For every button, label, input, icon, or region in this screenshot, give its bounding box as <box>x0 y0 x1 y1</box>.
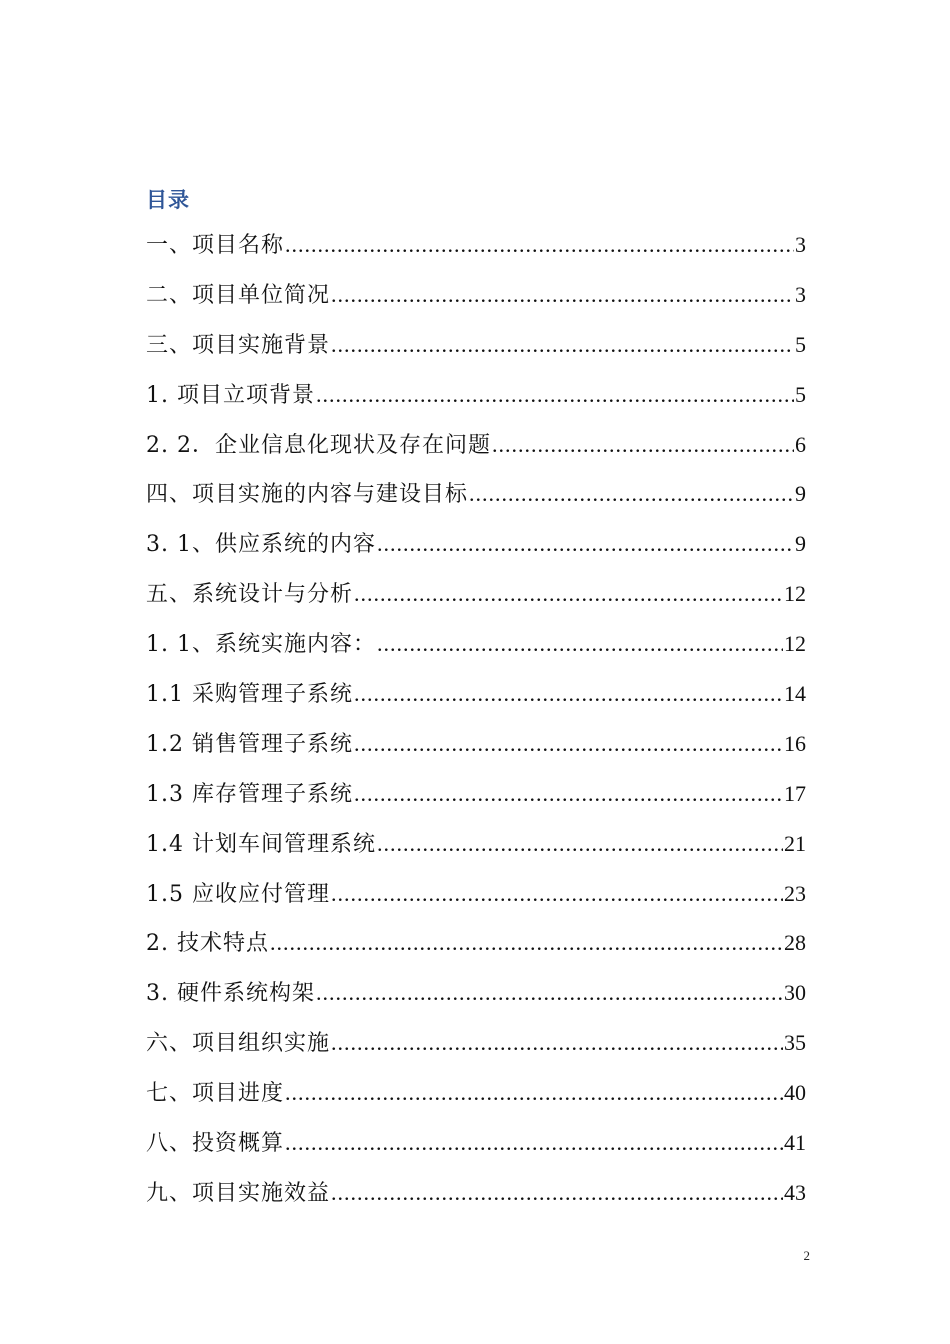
toc-leader-dots <box>377 819 783 869</box>
toc-entry-page: 23 <box>784 880 806 906</box>
toc-entry-page: 35 <box>784 1030 806 1056</box>
toc-entry[interactable] <box>146 1168 806 1218</box>
toc-entry-page: 6 <box>795 431 806 457</box>
toc-entry-page: 17 <box>784 780 806 806</box>
toc-entry-page: 41 <box>784 1130 806 1156</box>
toc-entry[interactable] <box>146 220 806 270</box>
toc-entry-label: 1. 项目立项背景 <box>146 382 315 408</box>
toc-entry[interactable] <box>146 320 806 370</box>
toc-entry[interactable] <box>146 569 806 619</box>
toc-entry[interactable] <box>146 669 806 719</box>
toc-entry[interactable] <box>146 420 806 470</box>
toc-entry-label: 二、项目单位简况 <box>146 282 331 308</box>
toc-leader-dots <box>331 320 794 370</box>
toc-entry-page: 5 <box>795 381 806 407</box>
toc-entry-page: 12 <box>784 581 806 607</box>
toc-leader-dots <box>285 1068 783 1118</box>
toc-leader-dots <box>316 968 783 1018</box>
toc-leader-dots <box>331 869 783 919</box>
toc-leader-dots <box>377 519 794 569</box>
toc-entry-label: 2. 技术特点 <box>146 931 269 957</box>
toc-entry[interactable] <box>146 370 806 420</box>
toc-leader-dots <box>285 1118 783 1168</box>
toc-leader-dots <box>354 569 783 619</box>
toc-entry-label: 3. 1、供应系统的内容 <box>146 532 376 558</box>
toc-entry-label: 2. 2．企业信息化现状及存在问题 <box>146 432 491 458</box>
toc-entry-page: 30 <box>784 980 806 1006</box>
toc-leader-dots <box>316 370 794 420</box>
toc-leader-dots <box>285 220 794 270</box>
toc-entry-page: 40 <box>784 1080 806 1106</box>
toc-entry-label: 1.5 应收应付管理 <box>146 881 330 907</box>
toc-leader-dots <box>354 669 783 719</box>
toc-entry-label: 1.3 库存管理子系统 <box>146 781 353 807</box>
toc-entry[interactable] <box>146 1118 806 1168</box>
toc-entry-label: 1.1 采购管理子系统 <box>146 682 353 708</box>
toc-entry-page: 9 <box>795 481 806 507</box>
toc-entry-label: 三、项目实施背景 <box>146 332 331 358</box>
toc-entry-page: 43 <box>784 1179 806 1205</box>
toc-entry-label: 一、项目名称 <box>146 233 285 258</box>
toc-entry-page: 9 <box>795 531 806 557</box>
toc-leader-dots <box>331 270 794 320</box>
page-number: 2 <box>803 1248 810 1263</box>
toc-entry-label: 四、项目实施的内容与建设目标 <box>146 482 469 508</box>
toc-entry-label: 1.2 销售管理子系统 <box>146 731 353 757</box>
toc-entry[interactable] <box>146 619 806 669</box>
toc-leader-dots <box>354 719 783 769</box>
toc-entry-page: 5 <box>795 331 806 357</box>
toc-entry-label: 九、项目实施效益 <box>146 1180 331 1206</box>
table-of-contents <box>146 220 806 1218</box>
toc-entry[interactable] <box>146 869 806 919</box>
toc-entry[interactable] <box>146 270 806 320</box>
toc-entry[interactable] <box>146 769 806 819</box>
toc-leader-dots <box>469 469 794 519</box>
toc-entry-page: 3 <box>795 281 806 307</box>
toc-entry-page: 12 <box>784 631 806 657</box>
toc-leader-dots <box>331 1018 783 1068</box>
toc-entry[interactable] <box>146 819 806 869</box>
toc-entry[interactable] <box>146 719 806 769</box>
toc-entry-page: 3 <box>795 232 806 257</box>
toc-entry-label: 七、项目进度 <box>146 1081 285 1107</box>
toc-leader-dots <box>492 420 794 470</box>
toc-leader-dots <box>354 769 783 819</box>
toc-title: 目录 <box>146 188 190 212</box>
toc-entry-page: 21 <box>784 830 806 856</box>
toc-leader-dots <box>377 619 783 669</box>
toc-leader-dots <box>331 1168 783 1218</box>
toc-entry-label: 六、项目组织实施 <box>146 1031 331 1057</box>
toc-entry[interactable] <box>146 968 806 1018</box>
toc-entry-page: 28 <box>784 930 806 956</box>
toc-leader-dots <box>270 918 783 968</box>
toc-entry[interactable] <box>146 1018 806 1068</box>
toc-entry-label: 1. 1、系统实施内容： <box>146 632 376 658</box>
toc-entry[interactable] <box>146 519 806 569</box>
toc-entry-page: 14 <box>784 681 806 707</box>
toc-entry[interactable] <box>146 918 806 968</box>
toc-entry-label: 五、系统设计与分析 <box>146 582 354 608</box>
toc-entry-label: 1.4 计划车间管理系统 <box>146 831 376 857</box>
toc-entry[interactable] <box>146 1068 806 1118</box>
toc-entry[interactable] <box>146 469 806 519</box>
toc-entry-page: 16 <box>784 730 806 756</box>
toc-entry-label: 八、投资概算 <box>146 1131 285 1157</box>
toc-entry-label: 3. 硬件系统构架 <box>146 981 315 1007</box>
